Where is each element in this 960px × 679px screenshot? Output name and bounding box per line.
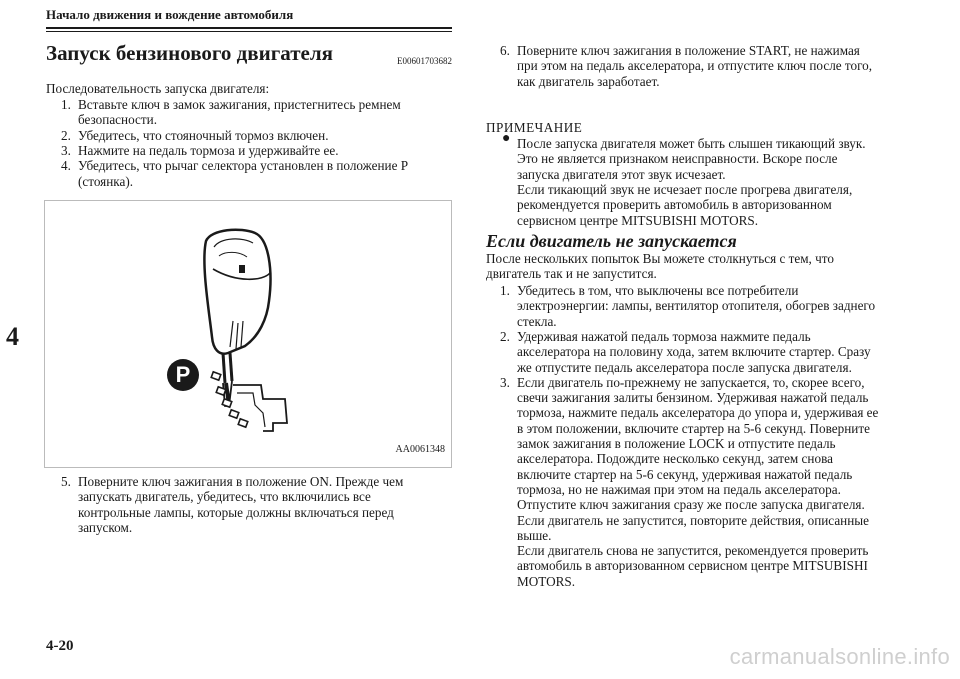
note-line: Это не является признаком неисправности. Вскоре после — [517, 151, 838, 167]
note-heading: ПРИМЕЧАНИЕ — [486, 120, 583, 135]
step-text: запуском. — [78, 519, 133, 535]
note-line: запуска двигателя этот звук исчезает. — [517, 166, 726, 182]
note-bullet-icon: ● — [502, 131, 511, 146]
gear-selector-illustration — [45, 201, 451, 467]
page-number: 4-20 — [46, 638, 74, 654]
step-number: 2. — [61, 127, 71, 143]
step-text: запускать двигатель, убедитесь, что включились все — [78, 489, 371, 505]
document-code: E00601703682 — [397, 56, 452, 66]
step-text: Если двигатель снова не запустится, рекомендуется проверить — [517, 543, 869, 559]
step-text: акселератора на половину хода, затем включите стартер. Сразу — [517, 344, 871, 360]
section-title: Если двигатель не запускается — [486, 231, 737, 251]
header-rule-thin — [46, 31, 452, 32]
step-number: 4. — [61, 158, 71, 174]
step-text: как двигатель заработает. — [517, 73, 660, 89]
page-title: Запуск бензинового двигателя — [46, 41, 333, 65]
step-number: 3. — [500, 374, 510, 390]
step-number: 1. — [500, 283, 510, 298]
step-number: 5. — [61, 474, 71, 489]
chapter-tab: 4 — [6, 322, 19, 351]
note-line: Если тикающий звук не исчезает после прогрева двигателя, — [517, 181, 853, 197]
step-text: Если двигатель по-прежнему не запускается, то, скорее всего, — [517, 374, 865, 390]
step-text: выше. — [517, 527, 552, 543]
step-text: контрольные лампы, которые должны включаться перед — [78, 504, 394, 520]
park-position-label: P — [175, 362, 191, 387]
selector-drawing — [167, 230, 287, 431]
step-text: тормоза, нажмите педаль акселератора до упора и, удерживая ее — [517, 405, 879, 421]
intro-line: двигатель так и не запустится. — [486, 266, 657, 282]
step-text: (стоянка). — [78, 173, 134, 189]
step-text: Убедитесь, что рычаг селектора установлен в положение P — [78, 158, 409, 174]
step-text: Вставьте ключ в замок зажигания, пристегнитесь ремнем — [78, 97, 401, 112]
step-text: стекла. — [517, 313, 557, 329]
intro-text: Последовательность запуска двигателя: — [46, 81, 270, 96]
step-text: Отпустите ключ зажигания сразу же после запуска двигателя. — [517, 497, 865, 513]
step-text: замок зажигания в положение LOCK и отпустите педаль — [517, 436, 836, 451]
step-text: Нажмите на педаль тормоза и удерживайте ее. — [78, 142, 339, 158]
selector-lever-figure — [44, 200, 452, 468]
step-number: 6. — [500, 43, 510, 58]
step-text: Убедитесь в том, что выключены все потребители — [517, 283, 799, 298]
step-text: MOTORS. — [517, 573, 576, 589]
step-number: 1. — [61, 97, 71, 112]
step-text: тормоза, но не нажимая при этом на педаль акселератора. — [517, 481, 841, 497]
header-rule — [46, 27, 452, 29]
step-text: свечи зажигания залиты бензином. Удерживая нажатой педаль — [517, 390, 869, 406]
step-text: безопасности. — [78, 112, 157, 128]
step-text: акселератора. Подождите несколько секунд, затем снова — [517, 451, 833, 467]
step-number: 3. — [61, 142, 71, 158]
step-text: Удерживая нажатой педаль тормоза нажмите педаль — [517, 328, 811, 344]
step-text: включите стартер на 5-6 секунд, удерживая нажатой педаль — [517, 466, 853, 482]
watermark: carmanualsonline.info — [729, 644, 950, 669]
note-line: сервисном центре MITSUBISHI MOTORS. — [517, 212, 759, 228]
step-number: 2. — [500, 328, 510, 344]
intro-line: После нескольких попыток Вы можете столкнуться с тем, что — [486, 251, 834, 266]
step-text: же отпустите педаль акселератора после запуска двигателя. — [517, 359, 852, 375]
step-text: Поверните ключ зажигания в положение ON. Прежде чем — [78, 474, 404, 489]
note-line: После запуска двигателя может быть слышен тикающий звук. — [517, 136, 866, 151]
step-text: в этом положении, включите стартер на 5-6 секунд. Поверните — [517, 420, 870, 436]
step-text: Убедитесь, что стояночный тормоз включен. — [78, 127, 329, 143]
step-text: при этом на педаль акселератора, и отпустите ключ после того, — [517, 58, 873, 74]
running-header: Начало движения и вождение автомобиля — [46, 7, 294, 22]
step-text: автомобиль в авторизованном сервисном центре MITSUBISHI — [517, 558, 868, 574]
step-text: Поверните ключ зажигания в положение START, не нажимая — [517, 43, 860, 58]
step-text: Если двигатель не запустится, повторите действия, описанные — [517, 512, 870, 528]
figure-code: AA0061348 — [395, 444, 445, 455]
step-text: электроэнергии: лампы, вентилятор отопителя, обогрев заднего — [517, 298, 876, 314]
note-line: рекомендуется проверить автомобиль в авторизованном — [517, 197, 832, 213]
